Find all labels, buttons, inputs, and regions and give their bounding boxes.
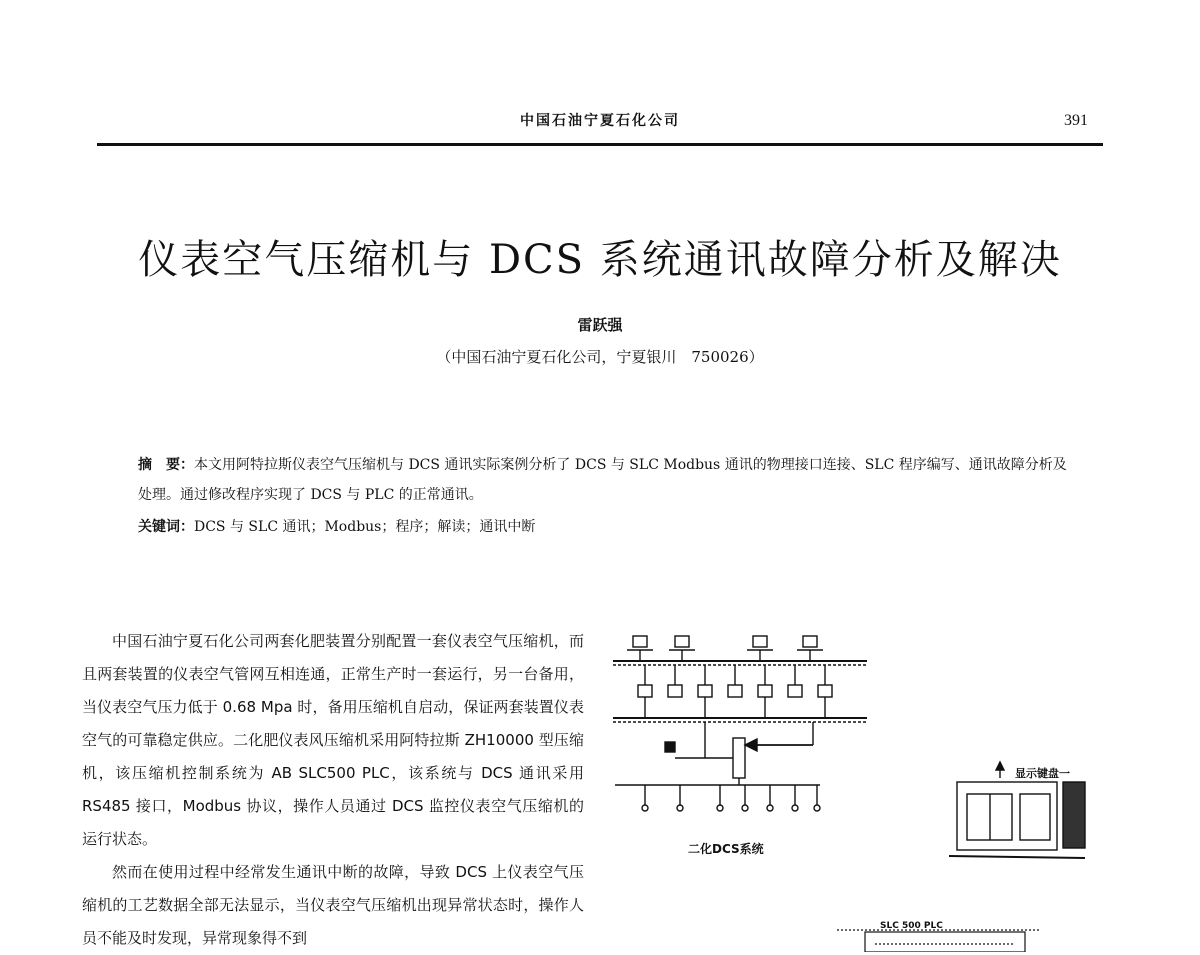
field-device-icon	[742, 805, 748, 811]
body-column	[82, 625, 584, 955]
field-device-icon	[814, 805, 820, 811]
keywords	[138, 512, 1078, 542]
article-title: 仪表空气压缩机与 DCS 系统通讯故障分析及解决	[138, 237, 1062, 283]
controller-icon	[818, 685, 832, 697]
controller-icon	[758, 685, 772, 697]
module-icon	[665, 742, 675, 752]
figure-caption: 二化DCS系统	[688, 842, 764, 856]
plc-label: SLC 500 PLC	[880, 921, 943, 931]
operator-station-icon	[675, 636, 689, 647]
field-device-icon	[677, 805, 683, 811]
field-device-icon	[717, 805, 723, 811]
field-device-icon	[792, 805, 798, 811]
controller-icon	[728, 685, 742, 697]
field-device-icon	[767, 805, 773, 811]
interface-cabinet-icon	[733, 738, 745, 778]
dcs-system-diagram	[605, 630, 875, 835]
operator-station-icon	[753, 636, 767, 647]
abstract-text: 本文用阿特拉斯仪表空气压缩机与 DCS 通讯实际案例分析了 DCS 与 SLC Modbus 通讯的物理接口连接、SLC 程序编写、通讯故障分析及处理。通过修改程序实现了 DCS 与 PLC 的正常通讯。	[138, 457, 1067, 503]
keypad-icon	[1063, 782, 1085, 848]
abstract-label: 摘 要：	[138, 457, 194, 473]
page-number: 391	[1064, 112, 1088, 129]
body-paragraph-1: 中国石油宁夏石化公司两套化肥装置分别配置一套仪表空气压缩机，而且两套装置的仪表空气管网互相连通，正常生产时一套运行，另一台备用，当仪表空气压力低于 0.68 Mpa 时，备用压缩机自启动，保证两套装置仪表空气的可靠稳定供应。二化肥仪表风压缩机采用阿特拉斯 ZH10000 型压缩机，该压缩机控制系统为 AB SLC500 PLC，该系统与 DCS 通讯采用 RS485 接口，Modbus 协议，操作人员通过 DCS 监控仪表空气压缩机的运行状态。	[82, 632, 584, 848]
operator-station-icon	[633, 636, 647, 647]
header-rule	[97, 143, 1103, 146]
controller-icon	[788, 685, 802, 697]
controller-icon	[638, 685, 652, 697]
controller-icon	[668, 685, 682, 697]
keywords-text: DCS 与 SLC 通讯；Modbus；程序；解读；通讯中断	[194, 519, 536, 535]
field-device-icon	[642, 805, 648, 811]
controller-icon	[698, 685, 712, 697]
body-paragraph-2: 然而在使用过程中经常发生通讯中断的故障，导致 DCS 上仪表空气压缩机的工艺数据全部无法显示，当仪表空气压缩机出现异常状态时，操作人员不能及时发现，异常现象得不到	[82, 863, 584, 947]
operator-station-icon	[803, 636, 817, 647]
author: 雷跃强	[577, 316, 623, 334]
running-head: 中国石油宁夏石化公司	[520, 113, 680, 129]
abstract	[138, 450, 1078, 510]
affiliation: （中国石油宁夏石化公司，宁夏银川 750026）	[436, 348, 764, 366]
display-keyboard-label: 显示键盘一	[1015, 767, 1070, 780]
keywords-label: 关键词：	[138, 519, 194, 535]
